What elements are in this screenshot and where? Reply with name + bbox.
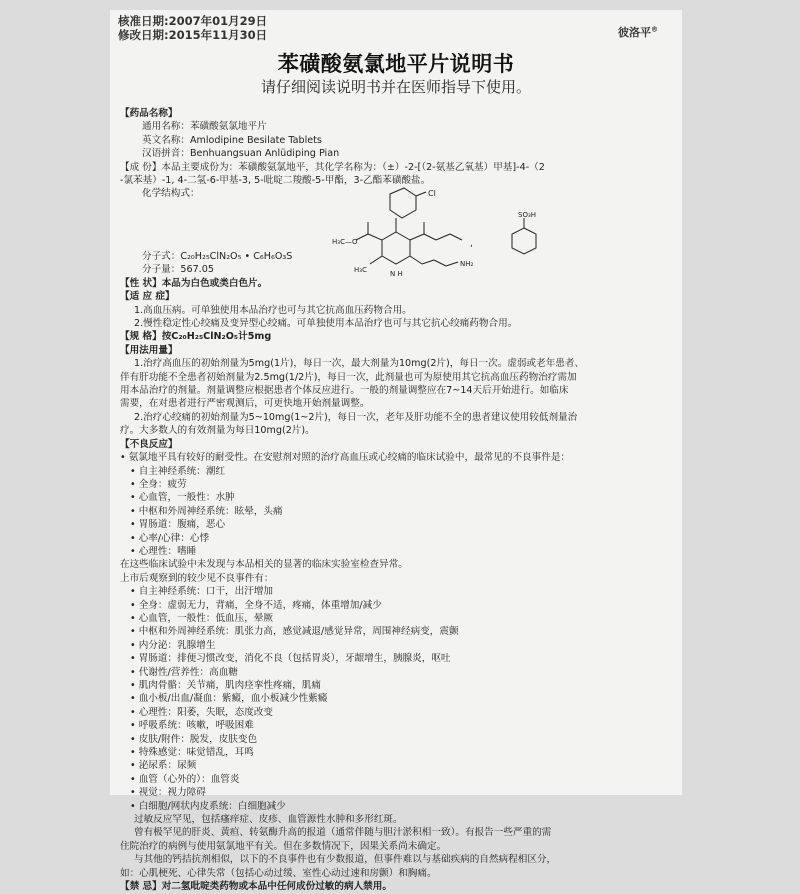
section-heading: 【适 应 症】 (120, 291, 175, 303)
text-line: 2.治疗心绞痛的初始剂量为5~10mg(1~2片)，每日一次，老年及肝功能不全的患者建议使用较低剂量治 (134, 411, 578, 423)
list-item: • 白细胞/网状内皮系统：白细胞减少 (130, 800, 286, 812)
brand-name (618, 24, 658, 40)
text-line: 在这些临床试验中未发现与本品相关的显著的临床实验室检查异常。 (120, 559, 408, 571)
section-heading: 【用法用量】 (120, 344, 178, 356)
text-line: 化学结构式： (142, 188, 200, 200)
text-line: 如：心肌梗死、心律失常（包括心动过缓、室性心动过速和房颤）和胸痛。 (120, 867, 437, 879)
text-line: 汉语拼音：Benhuangsuan Anlüdiping Pian (142, 148, 340, 160)
section-heading: 【药品名称】 (120, 108, 178, 119)
list-item: • 泌尿系：尿频 (130, 760, 197, 772)
list-item: • 胃肠道：排便习惯改变，消化不良（包括胃炎），牙龈增生，胰腺炎，呕吐 (130, 653, 451, 665)
text-line: 住院治疗的病例与使用氨氯地平有关。但在多数情况下，因果关系尚未确定。 (120, 840, 447, 852)
registered-mark: ® (651, 25, 658, 34)
chlorine-label: Cl (428, 189, 436, 198)
text-line: 与其他的钙拮抗剂相似，以下的不良事件也有少数报道，但事件难以与基础疾病的自然病程相区分， (134, 854, 557, 866)
list-item: • 中枢和外周神经系统：眩晕，头痛 (130, 505, 283, 517)
date-block (118, 14, 267, 42)
list-item: • 血管（心外的）：血管炎 (130, 773, 240, 785)
list-item: • 皮肤/附件：脱发，皮肤变色 (130, 733, 258, 745)
sulfonic-label: SO₃H (518, 211, 537, 219)
text-line: 过敏反应罕见，包括瘙痒症、皮疹、血管源性水肿和多形红斑。 (134, 814, 403, 826)
list-item: • 全身：虚弱无力，背痛，全身不适，疼痛，体重增加/减少 (130, 599, 382, 611)
section-heading: 【性 状】本品为白色或类白色片。 (120, 277, 268, 289)
modify-date: 修改日期:2015年11月30日 (118, 28, 268, 42)
text-line: 曾有极罕见的肝炎、黄疸、转氨酶升高的报道（通常伴随与胆汁淤积相一致）。有报告一些严重的需 (134, 827, 552, 839)
brand-text: 彼洛平 (618, 26, 651, 39)
text-line: 需要，在对患者进行严密观测后，可更快地开始剂量调整。 (120, 398, 370, 410)
nh-label: N H (390, 270, 403, 278)
list-item: • 心率/心律：心悸 (130, 532, 210, 544)
list-item: • 胃肠道：腹痛，恶心 (130, 519, 226, 531)
amine-label: NH₂ (460, 260, 474, 268)
text-line: 用本品治疗的剂量。剂量调整应根据患者个体反应进行。一般的剂量调整应在7~14天后开始进行。如临床 (120, 385, 569, 397)
list-item: • 内分泌：乳腺增生 (130, 639, 216, 651)
list-item: • 血小板/出血/凝血：紫癜，血小板减少性紫癜 (130, 693, 328, 705)
approve-date: 核准日期:2007年01月29日 (118, 14, 268, 28)
leaflet-page (110, 10, 682, 893)
document-subtitle: 请仔细阅读说明书并在医师指导下使用。 (260, 78, 531, 96)
document-title: 苯磺酸氨氯地平片说明书 (277, 52, 515, 76)
drug-name-section (120, 107, 676, 201)
section-heading: 【规 格】按C₂₀H₂₅ClN₂O₅计5mg (120, 331, 272, 343)
list-item: • 特殊感觉：味觉错乱，耳鸣 (130, 747, 254, 759)
methyl-label: H₃C (354, 266, 367, 274)
methoxy-label: H₃C—O (332, 238, 358, 246)
comma-separator: , (470, 239, 473, 249)
list-item: • 代谢性/营养性：高血糖 (130, 666, 238, 678)
text-line: 2.慢性稳定性心绞痛及变异型心绞痛。可单独使用本品治疗也可与其它抗心绞痛药物合用。 (134, 318, 518, 330)
list-item: • 全身：疲劳 (130, 478, 187, 490)
text-line: 1.治疗高血压的初始剂量为5mg(1片)，每日一次，最大剂量为10mg(2片)，每日一次。虚弱或老年患者、 (134, 358, 585, 370)
text-line: 分子式：C₂₀H₂₅ClN₂O₅ • C₆H₆O₃S (142, 251, 293, 262)
list-item: • 心血管，一般性：水肿 (130, 492, 235, 504)
list-item: • 心理性：阳萎，失眠，态度改变 (130, 706, 274, 718)
list-item: • 心理性：嗜睡 (130, 545, 197, 557)
list-item: • 自主神经系统：口干，出汗增加 (130, 586, 274, 598)
text-line: 上市后观察到的较少见不良事件有： (120, 572, 274, 584)
text-line: 分子量：567.05 (142, 264, 214, 276)
section-heading: 【不良反应】 (120, 438, 178, 450)
main-text-body (120, 250, 676, 894)
text-line: -氯苯基）-1, 4-二氢-6-甲基-3, 5-吡啶二羧酸-5-甲酯，3-乙酯苯磺酸盐。 (120, 175, 431, 187)
list-item: • 中枢和外周神经系统：肌张力高，感觉减退/感觉异常，周围神经病变，震颤 (130, 626, 459, 638)
list-item: • 呼吸系统：咳嗽，呼吸困难 (130, 720, 254, 732)
list-item: • 自主神经系统：潮红 (130, 465, 226, 477)
list-item: • 肌肉骨骼：关节痛，肌肉痉挛性疼痛，肌痛 (130, 680, 321, 691)
text-line: 疗。大多数人的有效剂量为每日10mg(2片)。 (120, 425, 315, 437)
text-line: 【成 份】本品主要成份为：苯磺酸氨氯地平，其化学名称为：（±）-2-[（2-氨基乙氧基）甲基]-4-（2 (120, 161, 545, 173)
text-line: • 氨氯地平具有较好的耐受性。在安慰剂对照的治疗高血压或心绞痛的临床试验中，最常见的不良事件是： (120, 452, 571, 464)
list-item: • 视觉：视力障碍 (130, 787, 206, 799)
section-heading: 【禁 忌】对二氢吡啶类药物或本品中任何成份过敏的病人禁用。 (120, 881, 392, 893)
text-line: 英文名称：Amlodipine Besilate Tablets (142, 134, 322, 146)
text-line: 伴有肝功能不全患者初始剂量为2.5mg(1/2片)，每日一次，此剂量也可为原使用其它抗高血压药物治疗需加 (120, 371, 577, 383)
list-item: • 心血管，一般性：低血压，晕厥 (130, 612, 274, 624)
text-line: 通用名称：苯磺酸氨氯地平片 (142, 121, 267, 133)
text-line: 1.高血压病。可单独使用本品治疗也可与其它抗高血压药物合用。 (134, 304, 412, 316)
